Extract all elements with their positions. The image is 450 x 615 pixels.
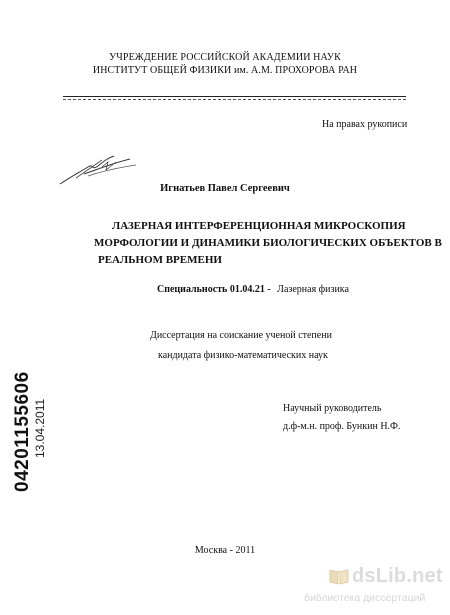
specialty-value: Лазерная физика: [277, 284, 349, 295]
stamp-number: 04201155606: [12, 371, 33, 492]
stamp-date: 13.04.2011: [33, 398, 47, 458]
dissertation-line-2: кандидата физико-математических наук: [158, 350, 328, 361]
title-line-2: МОРФОЛОГИИ И ДИНАМИКИ БИОЛОГИЧЕСКИХ ОБЪЕКТОВ В: [94, 237, 442, 249]
author-name: Игнатьев Павел Сергеевич: [160, 183, 290, 194]
dissertation-line-1: Диссертация на соискание ученой степени: [150, 330, 332, 341]
watermark-logo[interactable]: dsLib.net: [352, 565, 443, 587]
title-line-3: РЕАЛЬНОМ ВРЕМЕНИ: [98, 254, 222, 266]
city-year: Москва - 2011: [194, 545, 256, 556]
institution-line-1: УЧРЕЖДЕНИЕ РОССИЙСКОЙ АКАДЕМИИ НАУК: [109, 52, 341, 63]
header-rule: [63, 96, 406, 97]
supervisor-label: Научный руководитель: [283, 403, 382, 414]
watermark-book-icon: [328, 566, 350, 586]
header-rule-dashed: [63, 99, 406, 100]
institution-line-2: ИНСТИТУТ ОБЩЕЙ ФИЗИКИ им. А.М. ПРОХОРОВА РАН: [92, 65, 358, 76]
specialty: [157, 284, 349, 295]
watermark-text: библиотека диссертаций: [304, 592, 426, 604]
rights-note: На правах рукописи: [322, 119, 408, 130]
title-line-1: ЛАЗЕРНАЯ ИНТЕРФЕРЕНЦИОННАЯ МИКРОСКОПИЯ: [112, 220, 406, 232]
supervisor-name: д.ф-м.н. проф. Бункин Н.Ф.: [283, 421, 401, 432]
specialty-label: Специальность 01.04.21 -: [157, 284, 271, 295]
